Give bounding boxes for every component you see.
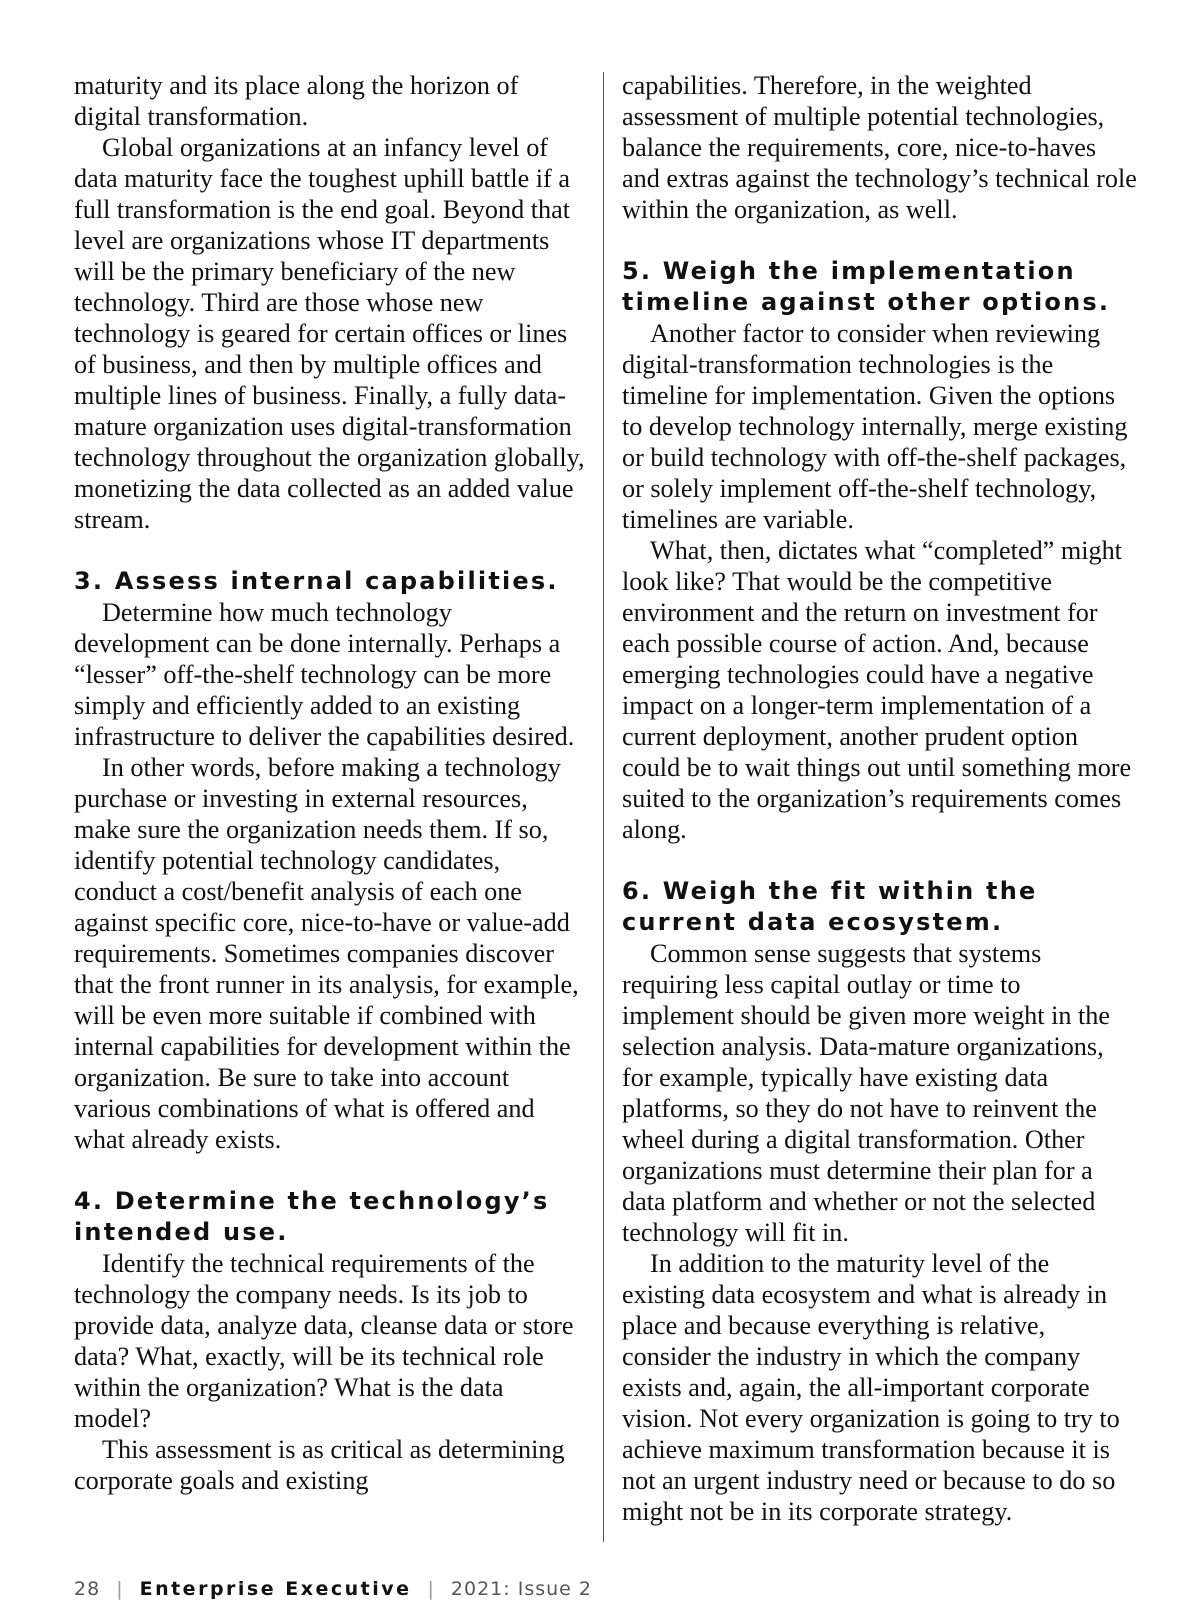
paragraph: Identify the technical requirements of the technology the company needs. Is its job to provide data, analyze data, cleanse data or store data? What, exactly, will be its technical role within the organization? What is the data model? (74, 1249, 574, 1433)
spacer (622, 845, 1137, 876)
paragraph: Global organizations at an infancy level of data maturity face the toughest uphill battle if a full transformation is the end goal. Beyond that level are organizations whose IT departments will be the primary beneficiary of the new technology. Third are those whose new technology is geared for certain offices or lines of business, and then by multiple offices and multiple lines of business. Finally, a fully data-mature organization uses digital-transformation technology throughout the organization globally, monetizing the data collected as an added value stream. (74, 133, 585, 534)
issue-label: 2021: Issue 2 (450, 1578, 592, 1600)
footer-separator: | (116, 1578, 124, 1600)
spacer (74, 535, 586, 566)
magazine-name: Enterprise Executive (139, 1578, 412, 1600)
paragraph: Another factor to consider when reviewing digital-transformation technologies is the timeline for implementation. Given the options to develop technology internally, merge existing or build technology with off-the-shelf packages, or solely implement off-the-shelf technology, timelines are variable. (622, 319, 1128, 534)
spacer (622, 225, 1137, 256)
paragraph: Common sense suggests that systems requiring less capital outlay or time to implement should be given more weight in the selection analysis. Data-mature organizations, for example, typically have existing data platforms, so they do not have to reinvent the wheel during a digital transformation. Other organizations must determine their plan for a data platform and whether or not the selected technology will fit in. (622, 939, 1111, 1247)
left-column (74, 70, 586, 1496)
page-footer (74, 1578, 592, 1600)
paragraph: maturity and its place along the horizon of digital transformation. (74, 71, 519, 131)
paragraph: In addition to the maturity level of the existing data ecosystem and what is already in place and because everything is relative, consider the industry in which the company exists and, again, the all-important corporate vision. Not every organization is going to try to achieve maximum transformation because it is not an urgent industry need or because to do so might not be in its corporate strategy. (622, 1249, 1120, 1526)
section-heading-4: 4. Determine the technology’s intended use. (74, 1187, 550, 1246)
paragraph: Determine how much technology development can be done internally. Perhaps a “lesser” off-the-shelf technology can be more simply and efficiently added to an existing infrastructure to deliver the capabilities desired. (74, 598, 575, 751)
column-divider (603, 72, 604, 1542)
page-number: 28 (74, 1578, 101, 1600)
paragraph: This assessment is as critical as determining corporate goals and existing (74, 1435, 565, 1495)
paragraph: capabilities. Therefore, in the weighted assessment of multiple potential technologies, balance the requirements, core, nice-to-haves and extras against the technology’s technical role within the organization, as well. (622, 71, 1137, 224)
paragraph: In other words, before making a technology purchase or investing in external resources, make sure the organization needs them. If so, identify potential technology candidates, conduct a cost/benefit analysis of each one against specific core, nice-to-have or value-add requirements. Sometimes companies discover that the front runner in its analysis, for example, will be even more suitable if combined with internal capabilities for development within the organization. Be sure to take into account various combinations of what is offered and what already exists. (74, 753, 579, 1154)
right-column (622, 70, 1137, 1527)
footer-separator: | (427, 1578, 435, 1600)
section-heading-5: 5. Weigh the implementation timeline against other options. (622, 257, 1111, 316)
spacer (74, 1155, 586, 1186)
paragraph: What, then, dictates what “completed” might look like? That would be the competitive environment and the return on investment for each possible course of action. And, because emerging technologies could have a negative impact on a longer-term implementation of a current deployment, another prudent option could be to wait things out until something more suited to the organization’s requirements comes along. (622, 536, 1132, 844)
section-heading-6: 6. Weigh the fit within the current data ecosystem. (622, 877, 1038, 936)
section-heading-3: 3. Assess internal capabilities. (74, 567, 559, 595)
